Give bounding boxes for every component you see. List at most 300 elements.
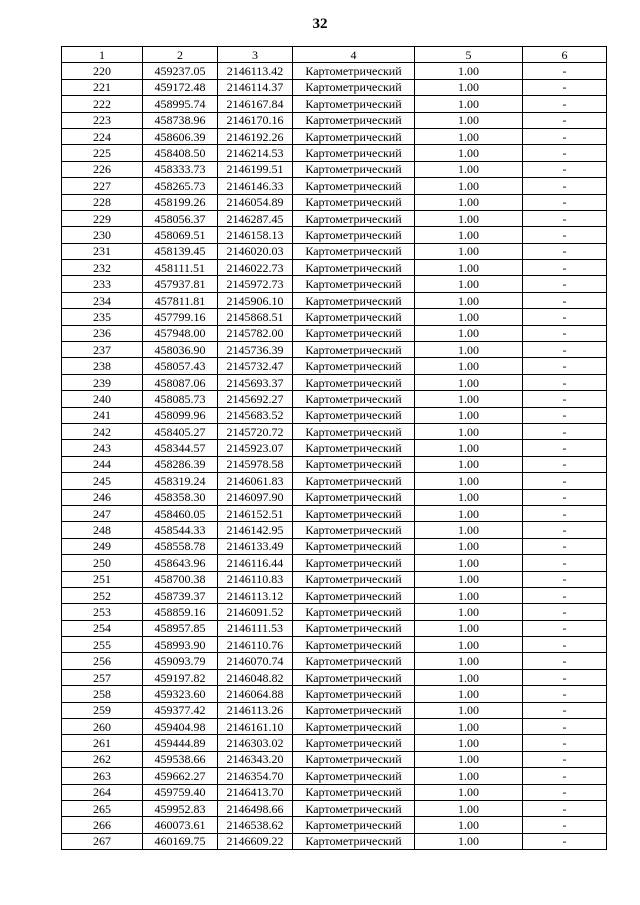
- method-cell: Картометрический: [293, 604, 415, 620]
- y-coordinate-cell: 2146538.62: [218, 817, 293, 833]
- table-row: [62, 161, 607, 177]
- y-coordinate-cell: 2146061.83: [218, 473, 293, 489]
- table-row: [62, 686, 607, 702]
- point-number-cell: 240: [62, 391, 143, 407]
- x-coordinate-cell: 457799.16: [143, 309, 218, 325]
- accuracy-cell: 1.00: [415, 833, 523, 849]
- note-cell: -: [523, 128, 607, 144]
- point-number-cell: 231: [62, 243, 143, 259]
- table-row: [62, 719, 607, 735]
- note-cell: -: [523, 374, 607, 390]
- method-cell: Картометрический: [293, 751, 415, 767]
- method-cell: Картометрический: [293, 391, 415, 407]
- method-cell: Картометрический: [293, 784, 415, 800]
- method-cell: Картометрический: [293, 473, 415, 489]
- point-number-cell: 230: [62, 227, 143, 243]
- y-coordinate-cell: 2145692.27: [218, 391, 293, 407]
- x-coordinate-cell: 458057.43: [143, 358, 218, 374]
- method-cell: Картометрический: [293, 505, 415, 521]
- accuracy-cell: 1.00: [415, 227, 523, 243]
- note-cell: -: [523, 800, 607, 816]
- note-cell: -: [523, 210, 607, 226]
- accuracy-cell: 1.00: [415, 342, 523, 358]
- table-row: [62, 243, 607, 259]
- point-number-cell: 234: [62, 292, 143, 308]
- note-cell: -: [523, 161, 607, 177]
- method-cell: Картометрический: [293, 276, 415, 292]
- accuracy-cell: 1.00: [415, 112, 523, 128]
- note-cell: -: [523, 604, 607, 620]
- note-cell: -: [523, 292, 607, 308]
- y-coordinate-cell: 2145978.58: [218, 456, 293, 472]
- x-coordinate-cell: 458036.90: [143, 342, 218, 358]
- point-number-cell: 252: [62, 587, 143, 603]
- point-number-cell: 229: [62, 210, 143, 226]
- note-cell: -: [523, 473, 607, 489]
- x-coordinate-cell: 458405.27: [143, 423, 218, 439]
- y-coordinate-cell: 2146113.26: [218, 702, 293, 718]
- x-coordinate-cell: 459759.40: [143, 784, 218, 800]
- x-coordinate-cell: 459404.98: [143, 719, 218, 735]
- note-cell: -: [523, 391, 607, 407]
- x-coordinate-cell: 459662.27: [143, 768, 218, 784]
- y-coordinate-cell: 2146022.73: [218, 260, 293, 276]
- point-number-cell: 245: [62, 473, 143, 489]
- table-row: [62, 604, 607, 620]
- point-number-cell: 246: [62, 489, 143, 505]
- accuracy-cell: 1.00: [415, 768, 523, 784]
- column-header-4: 4: [293, 47, 415, 63]
- y-coordinate-cell: 2146097.90: [218, 489, 293, 505]
- point-number-cell: 248: [62, 522, 143, 538]
- method-cell: Картометрический: [293, 63, 415, 79]
- note-cell: -: [523, 112, 607, 128]
- accuracy-cell: 1.00: [415, 735, 523, 751]
- note-cell: -: [523, 817, 607, 833]
- method-cell: Картометрический: [293, 456, 415, 472]
- x-coordinate-cell: 459323.60: [143, 686, 218, 702]
- y-coordinate-cell: 2146146.33: [218, 178, 293, 194]
- note-cell: -: [523, 96, 607, 112]
- x-coordinate-cell: 460169.75: [143, 833, 218, 849]
- method-cell: Картометрический: [293, 210, 415, 226]
- table-row: [62, 555, 607, 571]
- point-number-cell: 236: [62, 325, 143, 341]
- accuracy-cell: 1.00: [415, 243, 523, 259]
- accuracy-cell: 1.00: [415, 145, 523, 161]
- table-row: [62, 473, 607, 489]
- y-coordinate-cell: 2145732.47: [218, 358, 293, 374]
- y-coordinate-cell: 2146192.26: [218, 128, 293, 144]
- point-number-cell: 239: [62, 374, 143, 390]
- accuracy-cell: 1.00: [415, 637, 523, 653]
- accuracy-cell: 1.00: [415, 522, 523, 538]
- point-number-cell: 260: [62, 719, 143, 735]
- table-row: [62, 817, 607, 833]
- x-coordinate-cell: 458286.39: [143, 456, 218, 472]
- method-cell: Картометрический: [293, 719, 415, 735]
- y-coordinate-cell: 2146609.22: [218, 833, 293, 849]
- y-coordinate-cell: 2146287.45: [218, 210, 293, 226]
- method-cell: Картометрический: [293, 128, 415, 144]
- accuracy-cell: 1.00: [415, 63, 523, 79]
- y-coordinate-cell: 2146413.70: [218, 784, 293, 800]
- method-cell: Картометрический: [293, 243, 415, 259]
- y-coordinate-cell: 2146110.83: [218, 571, 293, 587]
- method-cell: Картометрический: [293, 325, 415, 341]
- page-number: 32: [312, 16, 328, 32]
- note-cell: -: [523, 178, 607, 194]
- point-number-cell: 263: [62, 768, 143, 784]
- accuracy-cell: 1.00: [415, 604, 523, 620]
- point-number-cell: 232: [62, 260, 143, 276]
- note-cell: -: [523, 571, 607, 587]
- x-coordinate-cell: 458643.96: [143, 555, 218, 571]
- note-cell: -: [523, 555, 607, 571]
- point-number-cell: 247: [62, 505, 143, 521]
- accuracy-cell: 1.00: [415, 276, 523, 292]
- note-cell: -: [523, 833, 607, 849]
- table-row: [62, 489, 607, 505]
- table-row: [62, 735, 607, 751]
- table-row: [62, 145, 607, 161]
- table-row: [62, 456, 607, 472]
- x-coordinate-cell: 458544.33: [143, 522, 218, 538]
- accuracy-cell: 1.00: [415, 96, 523, 112]
- method-cell: Картометрический: [293, 358, 415, 374]
- note-cell: -: [523, 669, 607, 685]
- x-coordinate-cell: 458995.74: [143, 96, 218, 112]
- x-coordinate-cell: 458099.96: [143, 407, 218, 423]
- y-coordinate-cell: 2146091.52: [218, 604, 293, 620]
- point-number-cell: 262: [62, 751, 143, 767]
- accuracy-cell: 1.00: [415, 653, 523, 669]
- table-row: [62, 292, 607, 308]
- point-number-cell: 253: [62, 604, 143, 620]
- y-coordinate-cell: 2145683.52: [218, 407, 293, 423]
- point-number-cell: 267: [62, 833, 143, 849]
- note-cell: -: [523, 227, 607, 243]
- table-row: [62, 784, 607, 800]
- table-row: [62, 768, 607, 784]
- accuracy-cell: 1.00: [415, 800, 523, 816]
- column-header-1: 1: [62, 47, 143, 63]
- y-coordinate-cell: 2145923.07: [218, 440, 293, 456]
- x-coordinate-cell: 458069.51: [143, 227, 218, 243]
- note-cell: -: [523, 735, 607, 751]
- x-coordinate-cell: 459197.82: [143, 669, 218, 685]
- accuracy-cell: 1.00: [415, 178, 523, 194]
- x-coordinate-cell: 457948.00: [143, 325, 218, 341]
- point-number-cell: 249: [62, 538, 143, 554]
- y-coordinate-cell: 2146054.89: [218, 194, 293, 210]
- table-row: [62, 63, 607, 79]
- y-coordinate-cell: 2145972.73: [218, 276, 293, 292]
- table-row: [62, 178, 607, 194]
- y-coordinate-cell: 2145736.39: [218, 342, 293, 358]
- point-number-cell: 257: [62, 669, 143, 685]
- note-cell: -: [523, 358, 607, 374]
- table-row: [62, 653, 607, 669]
- point-number-cell: 251: [62, 571, 143, 587]
- method-cell: Картометрический: [293, 227, 415, 243]
- table-row: [62, 210, 607, 226]
- table-row: [62, 522, 607, 538]
- x-coordinate-cell: 458056.37: [143, 210, 218, 226]
- point-number-cell: 225: [62, 145, 143, 161]
- point-number-cell: 265: [62, 800, 143, 816]
- accuracy-cell: 1.00: [415, 669, 523, 685]
- method-cell: Картометрический: [293, 79, 415, 95]
- y-coordinate-cell: 2146020.03: [218, 243, 293, 259]
- method-cell: Картометрический: [293, 538, 415, 554]
- table-header: [62, 47, 607, 63]
- note-cell: -: [523, 342, 607, 358]
- point-number-cell: 226: [62, 161, 143, 177]
- table-row: [62, 325, 607, 341]
- y-coordinate-cell: 2146161.10: [218, 719, 293, 735]
- accuracy-cell: 1.00: [415, 161, 523, 177]
- method-cell: Картометрический: [293, 686, 415, 702]
- y-coordinate-cell: 2146110.76: [218, 637, 293, 653]
- y-coordinate-cell: 2145868.51: [218, 309, 293, 325]
- y-coordinate-cell: 2146354.70: [218, 768, 293, 784]
- x-coordinate-cell: 458087.06: [143, 374, 218, 390]
- table-row: [62, 358, 607, 374]
- method-cell: Картометрический: [293, 161, 415, 177]
- table-row: [62, 374, 607, 390]
- table-row: [62, 637, 607, 653]
- accuracy-cell: 1.00: [415, 391, 523, 407]
- x-coordinate-cell: 458700.38: [143, 571, 218, 587]
- table-row: [62, 505, 607, 521]
- accuracy-cell: 1.00: [415, 194, 523, 210]
- note-cell: -: [523, 751, 607, 767]
- table-row: [62, 79, 607, 95]
- x-coordinate-cell: 459952.83: [143, 800, 218, 816]
- table-row: [62, 227, 607, 243]
- y-coordinate-cell: 2145906.10: [218, 292, 293, 308]
- point-number-cell: 224: [62, 128, 143, 144]
- note-cell: -: [523, 145, 607, 161]
- table-row: [62, 587, 607, 603]
- y-coordinate-cell: 2146343.20: [218, 751, 293, 767]
- x-coordinate-cell: 458460.05: [143, 505, 218, 521]
- accuracy-cell: 1.00: [415, 587, 523, 603]
- table-row: [62, 538, 607, 554]
- note-cell: -: [523, 63, 607, 79]
- method-cell: Картометрический: [293, 194, 415, 210]
- table-row: [62, 276, 607, 292]
- table-row: [62, 571, 607, 587]
- method-cell: Картометрический: [293, 620, 415, 636]
- y-coordinate-cell: 2145782.00: [218, 325, 293, 341]
- method-cell: Картометрический: [293, 555, 415, 571]
- note-cell: -: [523, 702, 607, 718]
- x-coordinate-cell: 458111.51: [143, 260, 218, 276]
- table-body: [62, 63, 607, 850]
- note-cell: -: [523, 784, 607, 800]
- point-number-cell: 264: [62, 784, 143, 800]
- y-coordinate-cell: 2146167.84: [218, 96, 293, 112]
- column-header-6: 6: [523, 47, 607, 63]
- column-header-5: 5: [415, 47, 523, 63]
- coordinates-table: [61, 46, 607, 850]
- accuracy-cell: 1.00: [415, 128, 523, 144]
- x-coordinate-cell: 458606.39: [143, 128, 218, 144]
- table-row: [62, 194, 607, 210]
- point-number-cell: 266: [62, 817, 143, 833]
- x-coordinate-cell: 459538.66: [143, 751, 218, 767]
- x-coordinate-cell: 458558.78: [143, 538, 218, 554]
- note-cell: -: [523, 456, 607, 472]
- method-cell: Картометрический: [293, 587, 415, 603]
- y-coordinate-cell: 2146113.42: [218, 63, 293, 79]
- note-cell: -: [523, 309, 607, 325]
- table-row: [62, 440, 607, 456]
- point-number-cell: 261: [62, 735, 143, 751]
- method-cell: Картометрический: [293, 637, 415, 653]
- table-row: [62, 423, 607, 439]
- table-row: [62, 407, 607, 423]
- point-number-cell: 242: [62, 423, 143, 439]
- point-number-cell: 254: [62, 620, 143, 636]
- note-cell: -: [523, 686, 607, 702]
- accuracy-cell: 1.00: [415, 79, 523, 95]
- point-number-cell: 220: [62, 63, 143, 79]
- point-number-cell: 221: [62, 79, 143, 95]
- y-coordinate-cell: 2146158.13: [218, 227, 293, 243]
- note-cell: -: [523, 194, 607, 210]
- point-number-cell: 222: [62, 96, 143, 112]
- y-coordinate-cell: 2146116.44: [218, 555, 293, 571]
- table-row: [62, 342, 607, 358]
- method-cell: Картометрический: [293, 309, 415, 325]
- note-cell: -: [523, 260, 607, 276]
- note-cell: -: [523, 522, 607, 538]
- y-coordinate-cell: 2146070.74: [218, 653, 293, 669]
- point-number-cell: 244: [62, 456, 143, 472]
- x-coordinate-cell: 459237.05: [143, 63, 218, 79]
- accuracy-cell: 1.00: [415, 309, 523, 325]
- y-coordinate-cell: 2146048.82: [218, 669, 293, 685]
- accuracy-cell: 1.00: [415, 407, 523, 423]
- method-cell: Картометрический: [293, 292, 415, 308]
- x-coordinate-cell: 458319.24: [143, 473, 218, 489]
- x-coordinate-cell: 458358.30: [143, 489, 218, 505]
- note-cell: -: [523, 587, 607, 603]
- table-row: [62, 669, 607, 685]
- table-row: [62, 702, 607, 718]
- point-number-cell: 238: [62, 358, 143, 374]
- table-row: [62, 833, 607, 849]
- table-row: [62, 96, 607, 112]
- accuracy-cell: 1.00: [415, 473, 523, 489]
- y-coordinate-cell: 2146152.51: [218, 505, 293, 521]
- point-number-cell: 243: [62, 440, 143, 456]
- header-row: [62, 47, 607, 63]
- method-cell: Картометрический: [293, 571, 415, 587]
- accuracy-cell: 1.00: [415, 440, 523, 456]
- accuracy-cell: 1.00: [415, 423, 523, 439]
- accuracy-cell: 1.00: [415, 292, 523, 308]
- method-cell: Картометрический: [293, 817, 415, 833]
- note-cell: -: [523, 637, 607, 653]
- x-coordinate-cell: 458739.37: [143, 587, 218, 603]
- y-coordinate-cell: 2146142.95: [218, 522, 293, 538]
- x-coordinate-cell: 458344.57: [143, 440, 218, 456]
- method-cell: Картометрический: [293, 833, 415, 849]
- accuracy-cell: 1.00: [415, 702, 523, 718]
- x-coordinate-cell: 457811.81: [143, 292, 218, 308]
- point-number-cell: 259: [62, 702, 143, 718]
- accuracy-cell: 1.00: [415, 210, 523, 226]
- method-cell: Картометрический: [293, 96, 415, 112]
- point-number-cell: 235: [62, 309, 143, 325]
- note-cell: -: [523, 243, 607, 259]
- table-row: [62, 260, 607, 276]
- point-number-cell: 250: [62, 555, 143, 571]
- note-cell: -: [523, 620, 607, 636]
- point-number-cell: 237: [62, 342, 143, 358]
- column-header-2: 2: [143, 47, 218, 63]
- x-coordinate-cell: 458199.26: [143, 194, 218, 210]
- method-cell: Картометрический: [293, 800, 415, 816]
- point-number-cell: 228: [62, 194, 143, 210]
- method-cell: Картометрический: [293, 768, 415, 784]
- y-coordinate-cell: 2146114.37: [218, 79, 293, 95]
- method-cell: Картометрический: [293, 374, 415, 390]
- accuracy-cell: 1.00: [415, 538, 523, 554]
- accuracy-cell: 1.00: [415, 489, 523, 505]
- y-coordinate-cell: 2146111.53: [218, 620, 293, 636]
- method-cell: Картометрический: [293, 423, 415, 439]
- accuracy-cell: 1.00: [415, 456, 523, 472]
- table-row: [62, 112, 607, 128]
- y-coordinate-cell: 2146214.53: [218, 145, 293, 161]
- table-row: [62, 800, 607, 816]
- accuracy-cell: 1.00: [415, 374, 523, 390]
- note-cell: -: [523, 440, 607, 456]
- point-number-cell: 233: [62, 276, 143, 292]
- x-coordinate-cell: 459377.42: [143, 702, 218, 718]
- point-number-cell: 255: [62, 637, 143, 653]
- method-cell: Картометрический: [293, 145, 415, 161]
- accuracy-cell: 1.00: [415, 719, 523, 735]
- point-number-cell: 227: [62, 178, 143, 194]
- method-cell: Картометрический: [293, 407, 415, 423]
- table-row: [62, 751, 607, 767]
- method-cell: Картометрический: [293, 669, 415, 685]
- x-coordinate-cell: 458408.50: [143, 145, 218, 161]
- accuracy-cell: 1.00: [415, 358, 523, 374]
- method-cell: Картометрический: [293, 440, 415, 456]
- y-coordinate-cell: 2146498.66: [218, 800, 293, 816]
- point-number-cell: 241: [62, 407, 143, 423]
- x-coordinate-cell: 458957.85: [143, 620, 218, 636]
- accuracy-cell: 1.00: [415, 620, 523, 636]
- y-coordinate-cell: 2146133.49: [218, 538, 293, 554]
- table-row: [62, 620, 607, 636]
- note-cell: -: [523, 325, 607, 341]
- x-coordinate-cell: 460073.61: [143, 817, 218, 833]
- accuracy-cell: 1.00: [415, 571, 523, 587]
- method-cell: Картометрический: [293, 653, 415, 669]
- accuracy-cell: 1.00: [415, 686, 523, 702]
- note-cell: -: [523, 276, 607, 292]
- note-cell: -: [523, 489, 607, 505]
- note-cell: -: [523, 505, 607, 521]
